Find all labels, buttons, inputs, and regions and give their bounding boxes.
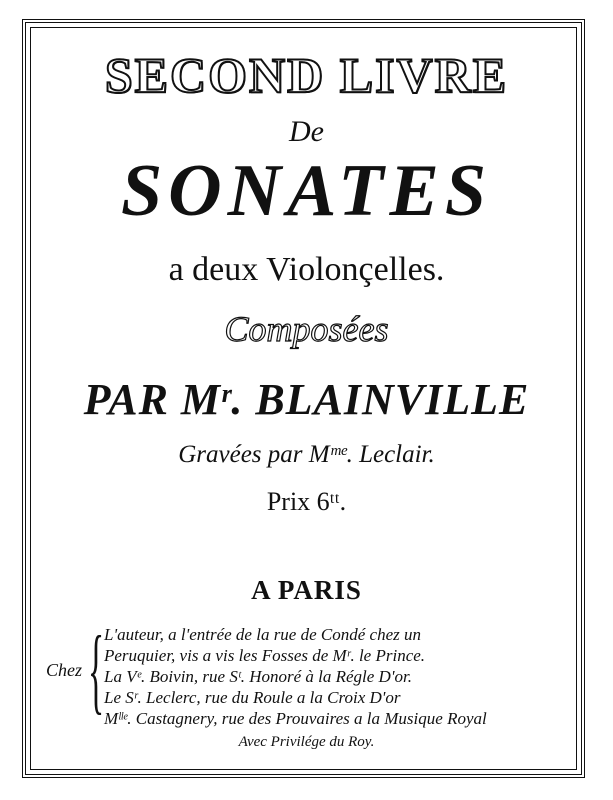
address-line: Mˡˡᵉ. Castagnery, rue des Prouvaires a la Musique Royal (104, 709, 487, 728)
composees-label: Composées (224, 309, 389, 349)
chez-label: Chez (46, 660, 82, 680)
title-de: De (289, 115, 324, 148)
address-line: L'auteur, a l'entrée de la rue de Condé chez un (104, 625, 421, 644)
address-line: Le Sʳ. Leclerc, rue du Roule a la Croix D'or (104, 688, 401, 707)
composer-line: PAR Mʳ. BLAINVILLE (83, 375, 530, 424)
engraver-line: Gravées par Mᵐᵉ. Leclair. (178, 441, 435, 468)
address-line: La Vᵉ. Boivin, rue Sᵗ. Honoré à la Régle D'or. (104, 667, 412, 686)
title-main: SONATES (120, 150, 493, 232)
privilege-line: Avec Privilége du Roy. (238, 734, 375, 750)
subtitle: a deux Violonçelles. (168, 251, 445, 288)
title-line-1: SECOND LIVRE (104, 47, 509, 103)
brace-icon: { (88, 616, 105, 723)
address-line: Peruquier, vis a vis les Fosses de Mʳ. le Prince. (104, 646, 426, 665)
price-line: Prix 6ᵗᵗ. (266, 487, 347, 516)
city-line: A PARIS (251, 575, 362, 605)
